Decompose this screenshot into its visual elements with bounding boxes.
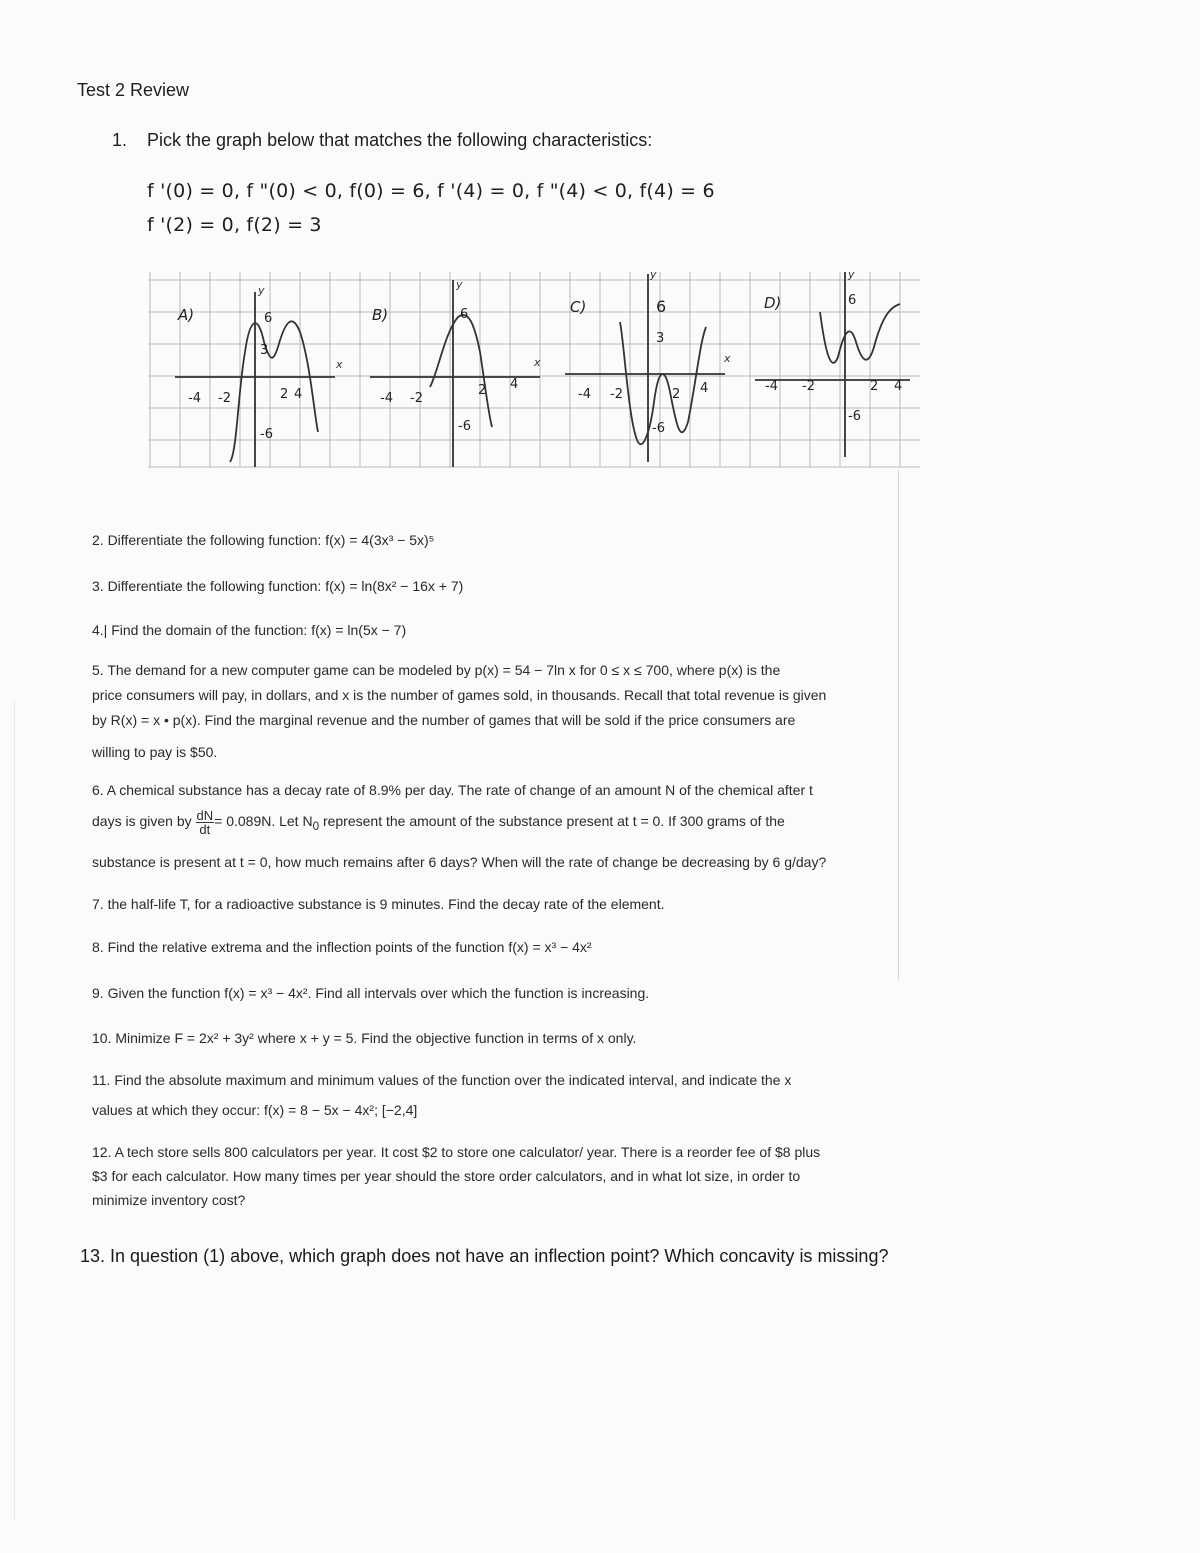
question-12-line3: minimize inventory cost? bbox=[92, 1192, 246, 1208]
panel-label-c: C) bbox=[570, 298, 587, 316]
b-axis-y-label: y bbox=[456, 278, 463, 291]
d-tick-x-2: 2 bbox=[870, 379, 879, 394]
c-axis-y-label: y bbox=[650, 268, 657, 281]
a-tick-x-neg4: -4 bbox=[188, 391, 201, 406]
c-axis-x-label: x bbox=[724, 352, 731, 365]
question-2: 2. Differentiate the following function: f(x) = 4(3x³ − 5x)⁵ bbox=[92, 532, 435, 548]
d-tick-x-neg2: -2 bbox=[802, 379, 815, 394]
b-axis-x-label: x bbox=[534, 356, 541, 369]
q6-post2: represent the amount of the substance present at t = 0. If 300 grams of the bbox=[319, 813, 785, 829]
b-tick-x-neg4: -4 bbox=[380, 391, 393, 406]
frac-denominator: dt bbox=[199, 821, 211, 837]
c-tick-x-4: 4 bbox=[700, 381, 709, 396]
d-tick-x-neg4: -4 bbox=[765, 379, 778, 394]
b-tick-y-neg6: -6 bbox=[458, 419, 471, 434]
question-10: 10. Minimize F = 2x² + 3y² where x + y = 5. Find the objective function in terms of x only. bbox=[92, 1030, 637, 1046]
c-tick-x-neg2: -2 bbox=[610, 387, 623, 402]
a-tick-y-6: 6 bbox=[264, 311, 273, 326]
question-8: 8. Find the relative extrema and the inflection points of the function f(x) = x³ − 4x² bbox=[92, 939, 592, 955]
c-tick-x-neg4: -4 bbox=[578, 387, 591, 402]
b-tick-x-2: 2 bbox=[478, 383, 487, 398]
a-tick-y-neg6: -6 bbox=[260, 427, 273, 442]
d-axis-y-label: y bbox=[848, 268, 855, 281]
graph-panel-c bbox=[565, 274, 725, 462]
graph-panel-b bbox=[370, 280, 540, 467]
q1-conditions-line2: f '(2) = 0, f(2) = 3 bbox=[147, 214, 322, 236]
question-6-line3: substance is present at t = 0, how much remains after 6 days? When will the rate of change be decreasing by 6 g/day? bbox=[92, 854, 827, 870]
question-12-line2: $3 for each calculator. How many times per year should the store order calculators, and in what lot size, in order to bbox=[92, 1168, 801, 1184]
derivative-fraction bbox=[196, 809, 215, 836]
d-tick-x-4: 4 bbox=[894, 379, 903, 394]
panel-label-b: B) bbox=[372, 306, 389, 324]
d-tick-y-neg6: -6 bbox=[848, 409, 861, 424]
question-4: 4.| Find the domain of the function: f(x) = ln(5x − 7) bbox=[92, 622, 407, 638]
question-11-line2: values at which they occur: f(x) = 8 − 5x − 4x²; [−2,4] bbox=[92, 1102, 418, 1118]
d-tick-y-6: 6 bbox=[848, 293, 857, 308]
a-tick-x-neg2: -2 bbox=[218, 391, 231, 406]
question-5-line3: by R(x) = x • p(x). Find the marginal revenue and the number of games that will be sold if the price consumers are bbox=[92, 712, 796, 728]
b-tick-x-neg2: -2 bbox=[410, 391, 423, 406]
question-11-line1: 11. Find the absolute maximum and minimum values of the function over the indicated interval, and indicate the x bbox=[92, 1072, 792, 1088]
panel-label-a: A) bbox=[178, 306, 195, 324]
frac-numerator: dN bbox=[196, 807, 214, 823]
graph-panel-a bbox=[175, 292, 335, 467]
a-tick-x-2: 2 bbox=[280, 387, 289, 402]
question-5-line1: 5. The demand for a new computer game can be modeled by p(x) = 54 − 7ln x for 0 ≤ x ≤ 700, where p(x) is the bbox=[92, 662, 781, 678]
question-13: 13. In question (1) above, which graph does not have an inflection point? Which concavity is missing? bbox=[80, 1246, 889, 1266]
question-5-line4: willing to pay is $50. bbox=[92, 744, 218, 760]
page-title: Test 2 Review bbox=[77, 80, 190, 100]
c-tick-y-6: 6 bbox=[656, 297, 667, 316]
q1-number: 1. bbox=[112, 130, 128, 150]
question-9: 9. Given the function f(x) = x³ − 4x². Find all intervals over which the function is increasing. bbox=[92, 985, 650, 1001]
question-3: 3. Differentiate the following function: f(x) = ln(8x² − 16x + 7) bbox=[92, 578, 464, 594]
q1-prompt: Pick the graph below that matches the following characteristics: bbox=[147, 130, 653, 150]
a-axis-y-label: y bbox=[258, 284, 265, 297]
question-5-line2: price consumers will pay, in dollars, and x is the number of games sold, in thousands. Recall that total revenue is given bbox=[92, 687, 827, 703]
a-axis-x-label: x bbox=[336, 358, 343, 371]
scan-margin-line bbox=[14, 700, 15, 1520]
c-tick-y-neg6: -6 bbox=[652, 421, 665, 436]
q1-conditions-line1: f '(0) = 0, f "(0) < 0, f(0) = 6, f '(4) = 0, f "(4) < 0, f(4) = 6 bbox=[147, 180, 715, 202]
scan-edge-line bbox=[898, 470, 899, 980]
c-tick-y-3: 3 bbox=[656, 331, 665, 346]
graph-choices-figure bbox=[140, 262, 922, 472]
c-tick-x-2: 2 bbox=[672, 387, 681, 402]
a-tick-y-3: 3 bbox=[260, 343, 269, 358]
q6-subscript: 0 bbox=[312, 819, 320, 833]
q6-pre: days is given by bbox=[92, 813, 192, 829]
question-7: 7. the half-life T, for a radioactive substance is 9 minutes. Find the decay rate of the element. bbox=[92, 896, 665, 912]
b-tick-y-6: 6 bbox=[460, 307, 469, 322]
q6-post: = 0.089N. Let N bbox=[214, 813, 313, 829]
a-tick-x-4: 4 bbox=[294, 387, 303, 402]
question-12-line1: 12. A tech store sells 800 calculators per year. It cost $2 to store one calculator/ year. There is a reorder fee of $8 plus bbox=[92, 1144, 821, 1160]
b-tick-x-4: 4 bbox=[510, 377, 519, 392]
question-6-line1: 6. A chemical substance has a decay rate of 8.9% per day. The rate of change of an amount N of the chemical after t bbox=[92, 782, 813, 798]
panel-label-d: D) bbox=[764, 294, 782, 312]
question-6-line2 bbox=[92, 806, 785, 842]
